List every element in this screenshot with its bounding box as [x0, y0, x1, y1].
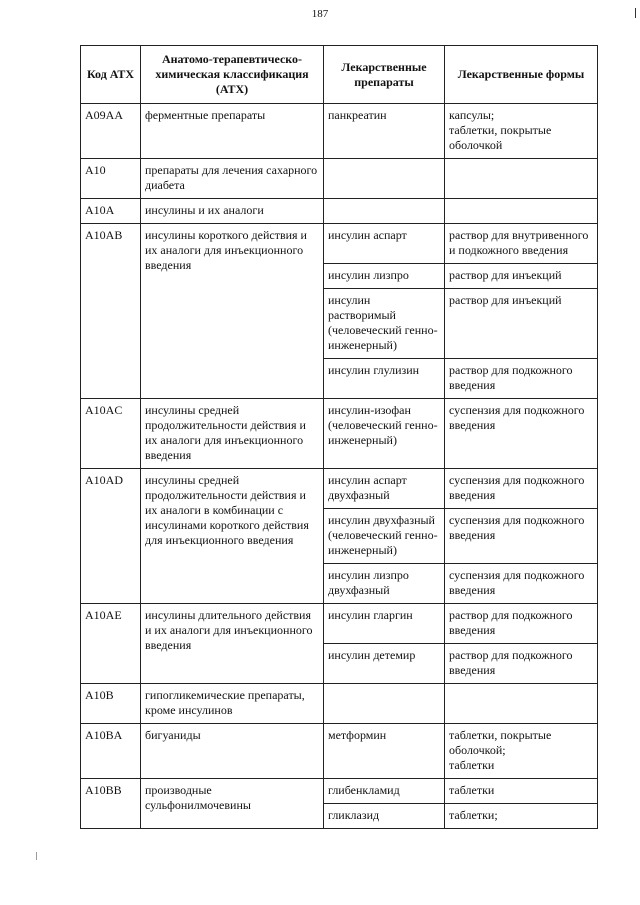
- table-row: [81, 779, 598, 804]
- atx-code-cell: A10A: [81, 199, 141, 224]
- drug-name-cell: гликлазид: [324, 804, 445, 829]
- atx-code-cell: A10BA: [81, 724, 141, 779]
- drug-name-cell: инсулин лизпро двухфазный: [324, 564, 445, 604]
- classification-cell: инсулины средней продолжительности действия и их аналоги для инъекционного введения: [141, 399, 324, 469]
- atx-code-cell: A10AE: [81, 604, 141, 684]
- table-row: [81, 159, 598, 199]
- drug-name-cell: инсулин аспарт двухфазный: [324, 469, 445, 509]
- atx-table: [80, 45, 598, 829]
- drug-name-cell: метформин: [324, 724, 445, 779]
- drug-name-cell: инсулин-изофан (человеческий генно-инженерный): [324, 399, 445, 469]
- atx-code-cell: A10AD: [81, 469, 141, 604]
- header-row: [81, 46, 598, 104]
- header-forms: Лекарственные формы: [445, 46, 598, 104]
- drug-name-cell: инсулин двухфазный (человеческий генно-инженерный): [324, 509, 445, 564]
- drug-name-cell: инсулин детемир: [324, 644, 445, 684]
- header-drugs: Лекарственные препараты: [324, 46, 445, 104]
- drug-name-cell: [324, 684, 445, 724]
- table-row: [81, 684, 598, 724]
- drug-name-cell: инсулин аспарт: [324, 224, 445, 264]
- table-row: [81, 469, 598, 509]
- classification-cell: препараты для лечения сахарного диабета: [141, 159, 324, 199]
- dosage-form-cell: раствор для инъекций: [445, 264, 598, 289]
- drug-name-cell: панкреатин: [324, 104, 445, 159]
- classification-cell: инсулины и их аналоги: [141, 199, 324, 224]
- classification-cell: производные сульфонилмочевины: [141, 779, 324, 829]
- edge-mark: [635, 8, 636, 18]
- classification-cell: инсулины средней продолжительности действия и их аналоги в комбинации с инсулинами короткого действия для инъекционного введения: [141, 469, 324, 604]
- dosage-form-cell: капсулы; таблетки, покрытые оболочкой: [445, 104, 598, 159]
- table-row: [81, 399, 598, 469]
- dosage-form-cell: таблетки, покрытые оболочкой; таблетки: [445, 724, 598, 779]
- header-classification: Анатомо-терапевтическо-химическая классификация (АТХ): [141, 46, 324, 104]
- dosage-form-cell: раствор для внутривенного и подкожного введения: [445, 224, 598, 264]
- dosage-form-cell: суспензия для подкожного введения: [445, 509, 598, 564]
- dosage-form-cell: раствор для инъекций: [445, 289, 598, 359]
- dosage-form-cell: [445, 684, 598, 724]
- stray-mark: [36, 852, 37, 860]
- atx-code-cell: A09AA: [81, 104, 141, 159]
- table-body: [81, 104, 598, 829]
- drug-name-cell: [324, 199, 445, 224]
- classification-cell: ферментные препараты: [141, 104, 324, 159]
- dosage-form-cell: суспензия для подкожного введения: [445, 469, 598, 509]
- atx-code-cell: A10B: [81, 684, 141, 724]
- dosage-form-cell: суспензия для подкожного введения: [445, 564, 598, 604]
- classification-cell: бигуаниды: [141, 724, 324, 779]
- dosage-form-cell: [445, 159, 598, 199]
- drug-name-cell: глибенкламид: [324, 779, 445, 804]
- atx-code-cell: A10BB: [81, 779, 141, 829]
- table-row: [81, 199, 598, 224]
- drug-name-cell: инсулин лизпро: [324, 264, 445, 289]
- dosage-form-cell: таблетки: [445, 779, 598, 804]
- dosage-form-cell: суспензия для подкожного введения: [445, 399, 598, 469]
- atx-code-cell: A10AC: [81, 399, 141, 469]
- classification-cell: инсулины длительного действия и их аналоги для инъекционного введения: [141, 604, 324, 684]
- dosage-form-cell: раствор для подкожного введения: [445, 359, 598, 399]
- drug-name-cell: инсулин растворимый (человеческий генно-инженерный): [324, 289, 445, 359]
- dosage-form-cell: раствор для подкожного введения: [445, 644, 598, 684]
- classification-cell: гипогликемические препараты, кроме инсулинов: [141, 684, 324, 724]
- dosage-form-cell: таблетки;: [445, 804, 598, 829]
- drug-name-cell: инсулин гларгин: [324, 604, 445, 644]
- classification-cell: инсулины короткого действия и их аналоги для инъекционного введения: [141, 224, 324, 399]
- table-row: [81, 104, 598, 159]
- table-header: [81, 46, 598, 104]
- drug-name-cell: инсулин глулизин: [324, 359, 445, 399]
- table-row: [81, 724, 598, 779]
- table-row: [81, 224, 598, 264]
- page-number: 187: [311, 8, 329, 20]
- table-row: [81, 604, 598, 644]
- atx-code-cell: A10AB: [81, 224, 141, 399]
- header-atx-code: Код АТХ: [81, 46, 141, 104]
- dosage-form-cell: раствор для подкожного введения: [445, 604, 598, 644]
- dosage-form-cell: [445, 199, 598, 224]
- atx-code-cell: A10: [81, 159, 141, 199]
- drug-name-cell: [324, 159, 445, 199]
